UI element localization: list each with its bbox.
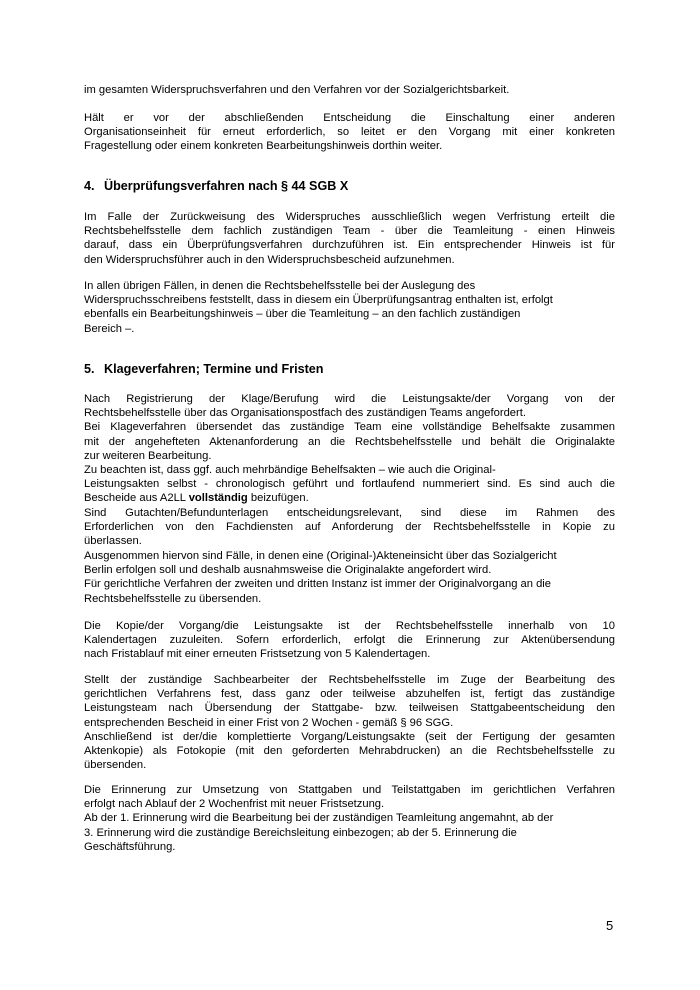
text-line: Hält er vor der abschließenden Entscheidung die Einschaltung einer anderen — [84, 112, 615, 124]
section-title: Überprüfungsverfahren nach § 44 SGB X — [104, 179, 349, 193]
paragraph-fristen — [84, 619, 615, 662]
text-line: im gesamten Widerspruchsverfahren und den Verfahren vor der Sozialgerichtsbarkeit. — [84, 84, 510, 96]
section-title: Klageverfahren; Termine und Fristen — [104, 362, 324, 376]
text-line: Ausgenommen hiervon sind Fälle, in denen eine (Original-)Akteneinsicht über das Sozialgericht — [84, 550, 557, 562]
text-line: gerichtlichen Verfahrens fest, dass ganz oder teilweise abzuhelfen ist, fertigt das zuständige — [84, 688, 615, 701]
paragraph-forwarding — [84, 111, 615, 154]
section-heading-5 — [84, 362, 324, 376]
text-line: Sind Gutachten/Befundunterlagen entscheidungsrelevant, sind diese im Rahmen des — [84, 506, 615, 519]
text-line: Stellt der zuständige Sachbearbeiter der Rechtsbehelfsstelle im Zuge der Bearbeitung des — [84, 674, 615, 686]
text-line: Bereich –. — [84, 322, 135, 335]
text-line: In allen übrigen Fällen, in denen die Rechtsbehelfsstelle bei der Auslegung des — [84, 280, 476, 292]
text-line: nach Fristablauf mit einer erneuten Fristsetzung von 5 Kalendertagen. — [84, 648, 431, 661]
text-line: Berlin erfolgen soll und deshalb ausnahmsweise die Originalakte angefordert wird. — [84, 564, 492, 577]
emphasis-text: vollständig — [188, 492, 248, 505]
text-line: Die Kopie/der Vorgang/die Leistungsakte ist der Rechtsbehelfsstelle innerhalb von 10 — [84, 620, 615, 632]
text-line: 3. Erinnerung wird die zuständige Bereichsleitung einbezogen; ab der 5. Erinnerung die — [84, 826, 517, 839]
text-line: entsprechenden Bescheid in einer Frist von 2 Wochen - gemäß § 96 SGG. — [84, 716, 454, 729]
text-line: Widerspruchsschreibens feststellt, dass in diesem ein Überprüfungsantrag enthalten ist, erfolgt — [84, 294, 553, 307]
text-line: Rechtsbehelfsstelle über das Organisationspostfach des zuständigen Teams angefordert. — [84, 407, 526, 420]
text-line: Nach Registrierung der Klage/Berufung wird die Leistungsakte/der Vorgang von der — [84, 393, 615, 405]
text-line: Fragestellung oder einem konkreten Bearbeitungshinweis dorthin weiter. — [84, 140, 443, 153]
text-line: Geschäftsführung. — [84, 840, 176, 853]
text-line: Die Erinnerung zur Umsetzung von Stattgaben und Teilstattgaben im gerichtlichen Verfahren — [84, 784, 615, 796]
page-number: 5 — [606, 918, 614, 933]
text-line: Ab der 1. Erinnerung wird die Bearbeitung bei der zuständigen Teamleitung angemahnt, ab der — [84, 812, 554, 825]
paragraph-uebrige-faelle — [84, 279, 615, 336]
section-number: 5. — [84, 362, 95, 376]
text-line: Für gerichtliche Verfahren der zweiten und dritten Instanz ist immer der Originalvorgang an die — [84, 578, 552, 591]
text-line: ebenfalls ein Bearbeitungshinweis – über die Teamleitung – an den fachlich zuständigen — [84, 308, 521, 321]
text-line: erfolgt nach Ablauf der 2 Wochenfrist mit neuer Fristsetzung. — [84, 798, 385, 811]
text-line: zur weiteren Bearbeitung. — [84, 449, 212, 462]
section-heading-4 — [84, 179, 348, 193]
paragraph-klageverfahren — [84, 392, 615, 548]
text-line: Leistungsakten selbst - chronologisch geführt und fortlaufend nummeriert sind. Es sind auch die — [84, 478, 615, 491]
paragraph-verfristung — [84, 210, 615, 267]
paragraph-abhilfe — [84, 673, 615, 772]
text-line: Organisationseinheit für erneut erforderlich, so leitet er den Vorgang mit einer konkreten — [84, 126, 615, 139]
text-fragment: Bescheide aus A2LL — [84, 492, 189, 505]
text-fragment: beizufügen. — [247, 492, 309, 505]
paragraph-ausnahmen — [84, 549, 615, 606]
text-line: Aktenkopie) als Fotokopie (mit den geforderten Mehrabdrucken) an die Rechtsbehelfsstelle zu — [84, 745, 615, 758]
section-number: 4. — [84, 179, 95, 193]
text-line: übersenden. — [84, 759, 147, 772]
text-line: den Widerspruchsführer auch in den Widerspruchsbescheid aufzunehmen. — [84, 253, 455, 266]
text-line: Zu beachten ist, dass ggf. auch mehrbändige Behelfsakten – wie auch die Original- — [84, 464, 496, 477]
text-line: Leistungsteam nach Übersendung der Stattgabe- bzw. teilweisen Stattgabeentscheidung den — [84, 702, 615, 715]
text-line: mit der angehefteten Aktenanforderung an die Rechtsbehelfsstelle und behält die Originalakte — [84, 435, 615, 448]
text-line: Bei Klageverfahren übersendet das zuständige Team eine vollständige Behelfsakte zusammen — [84, 421, 615, 434]
text-line: Anschließend ist der/die komplettierte Vorgang/Leistungsakte (seit der Fertigung der gesamten — [84, 730, 615, 743]
text-line: Kalendertagen zuzuleiten. Sofern erforderlich, erfolgt die Erinnerung zur Aktenübersendung — [84, 634, 615, 647]
text-line: Erforderlichen von den Fachdiensten auf Anforderung der Rechtsbehelfsstelle in Kopie zu — [84, 520, 615, 533]
text-line: überlassen. — [84, 535, 142, 548]
text-line: Im Falle der Zurückweisung des Widerspruches ausschließlich wegen Verfristung erteilt die — [84, 211, 615, 223]
text-line: Rechtsbehelfsstelle dem fachlich zuständigen Team - über die Teamleitung - einen Hinweis — [84, 225, 615, 238]
paragraph-erinnerung — [84, 783, 615, 854]
text-line — [84, 491, 615, 505]
paragraph-intro — [84, 83, 615, 97]
text-line: darauf, dass ein Überprüfungsverfahren durchzuführen ist. Ein entsprechender Hinweis ist für — [84, 239, 615, 252]
text-line: Rechtsbehelfsstelle zu übersenden. — [84, 592, 262, 605]
